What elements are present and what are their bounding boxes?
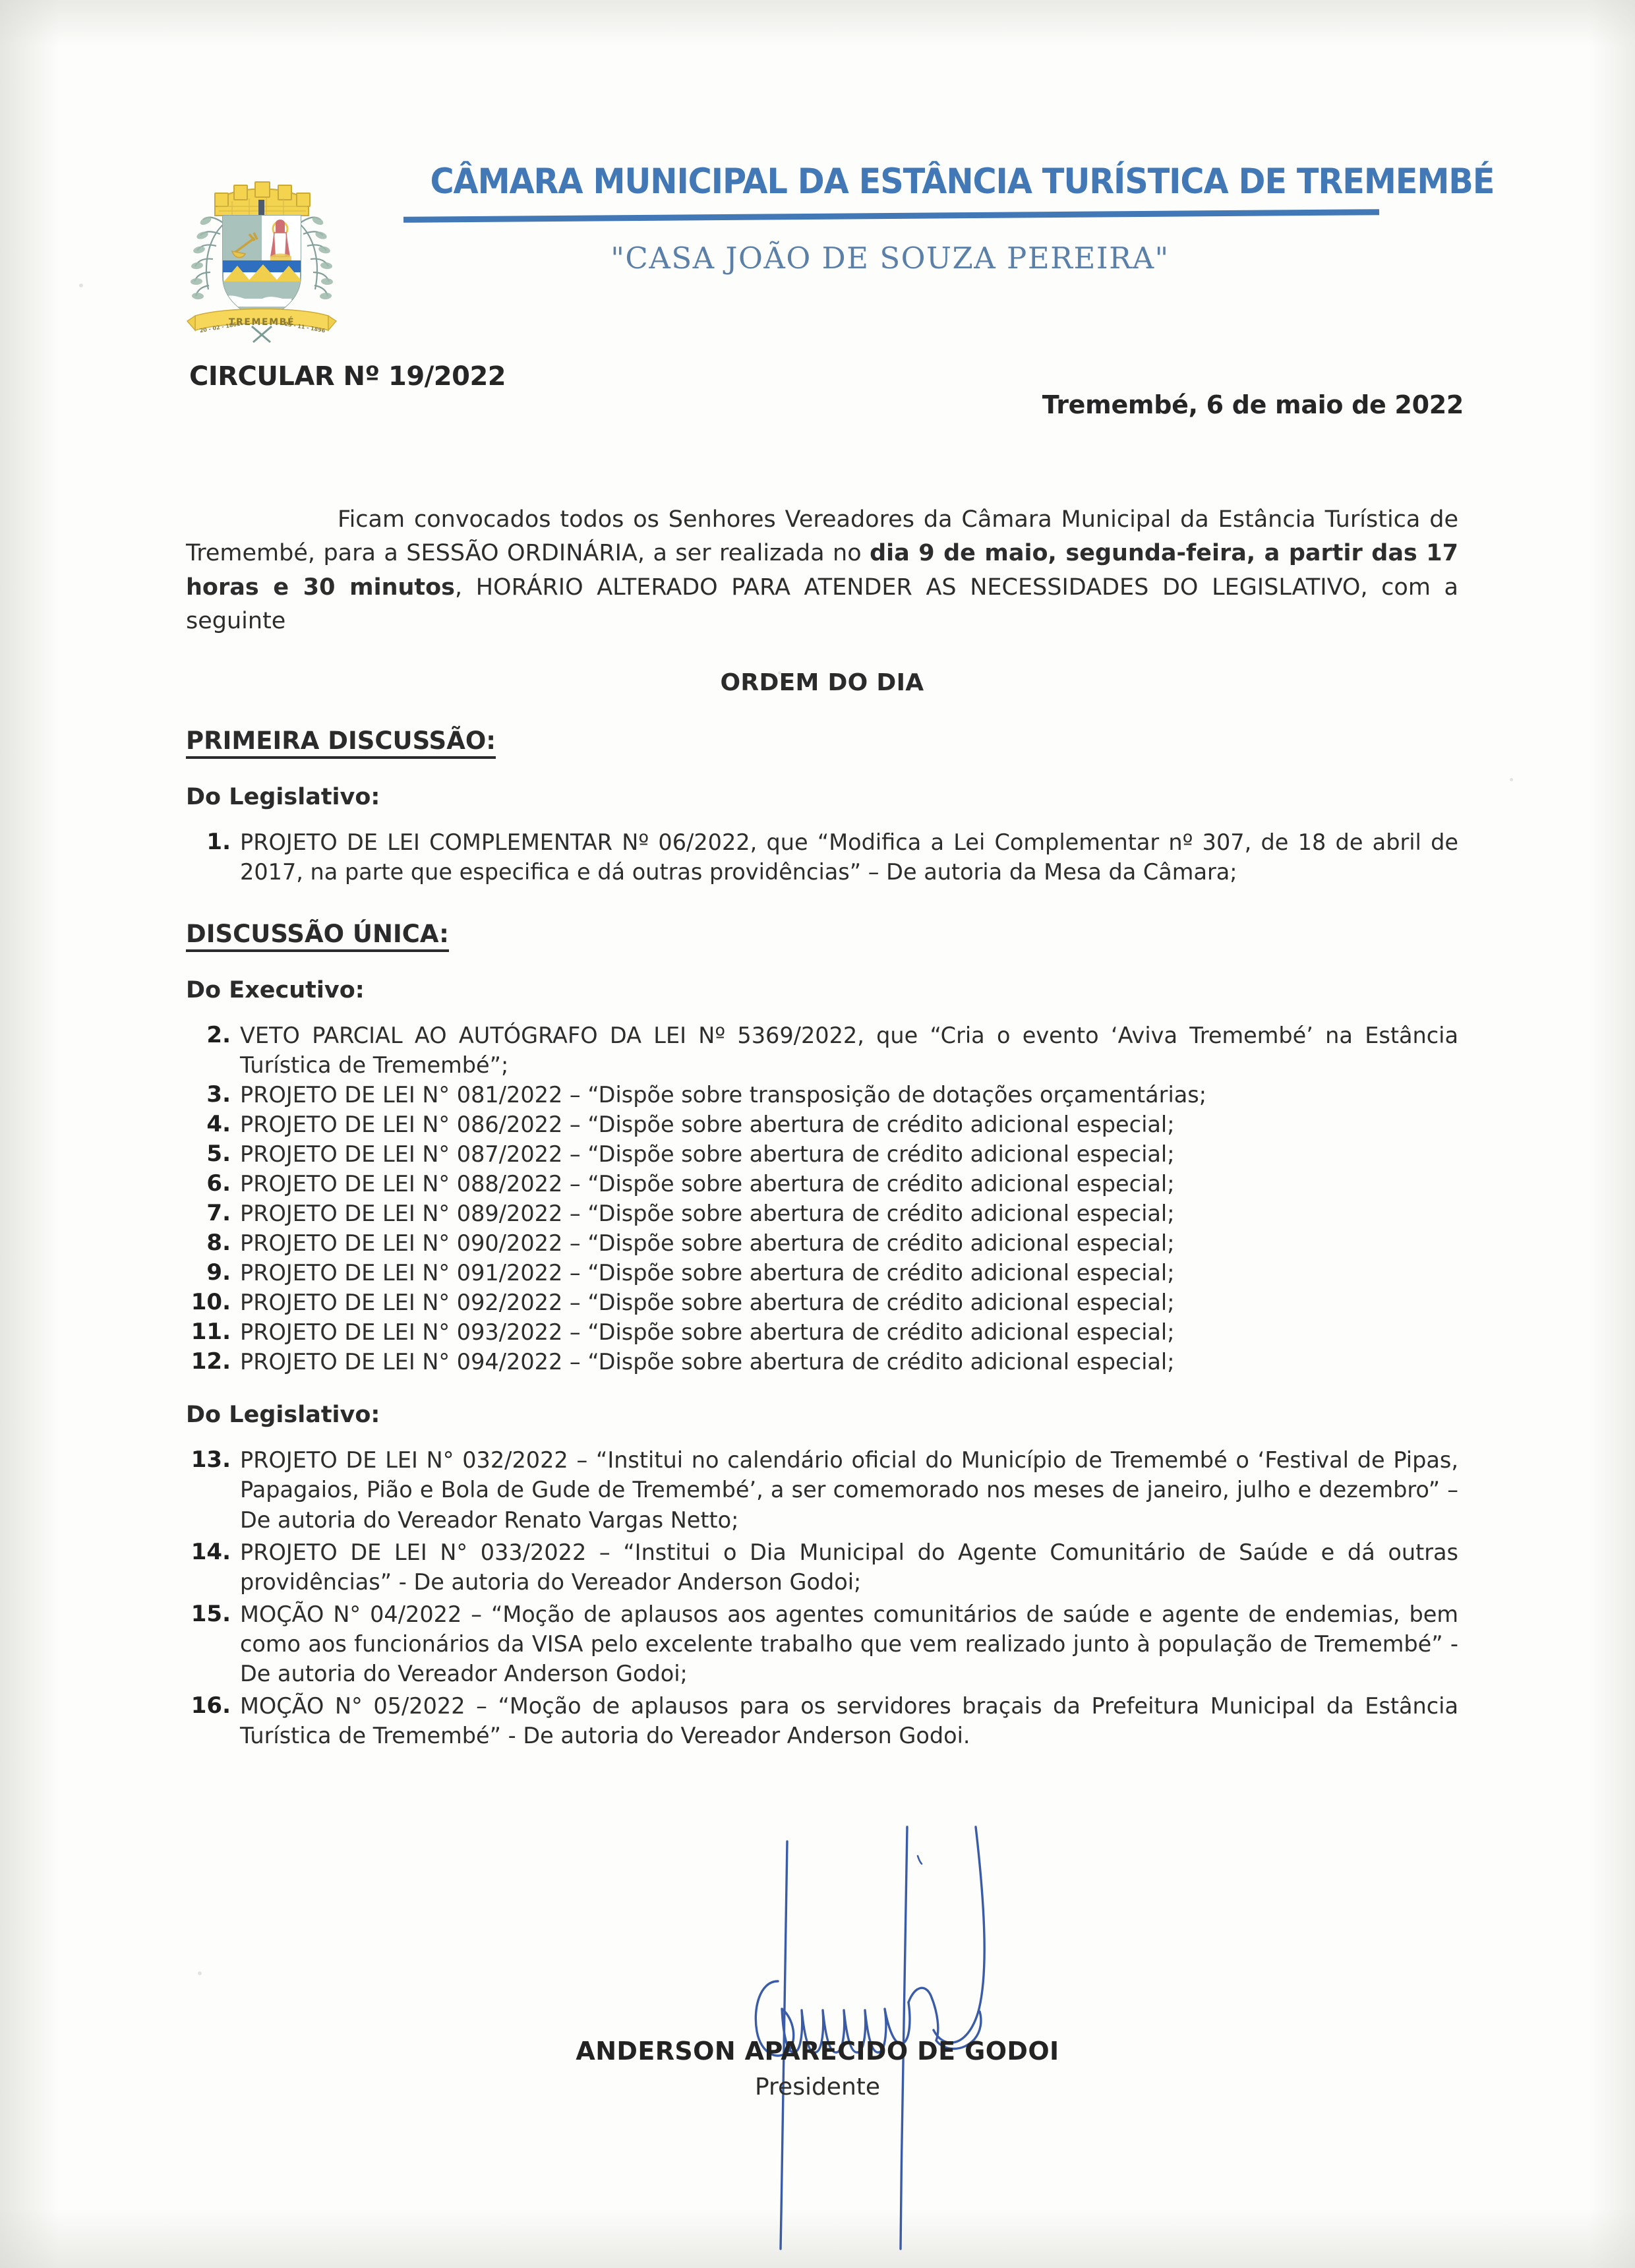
section-subheading: Do Executivo:	[186, 976, 365, 1003]
scan-speck	[1510, 778, 1513, 781]
agenda-item	[186, 1599, 1458, 1688]
agenda-item	[186, 1228, 1458, 1258]
signature-block	[0, 1882, 1635, 2146]
agenda-item-number: 4.	[206, 1110, 231, 1137]
agenda-item-text: PROJETO DE LEI N° 033/2022 – “Institui o Dia Municipal do Agente Comunitário de Saúde e dá outras providências” - De autoria do Vereador Anderson Godoi;	[240, 1539, 1458, 1595]
document-header	[0, 148, 1635, 366]
section-subheading: Do Legislativo:	[186, 1402, 380, 1429]
agenda-item-text: PROJETO DE LEI N° 091/2022 – “Dispõe sobre abertura de crédito adicional especial;	[240, 1260, 1175, 1286]
agenda-item	[186, 1169, 1458, 1199]
agenda-item	[186, 1445, 1458, 1534]
agenda-item-text: PROJETO DE LEI N° 092/2022 – “Dispõe sobre abertura de crédito adicional especial;	[240, 1290, 1175, 1316]
agenda-item-text: PROJETO DE LEI N° 032/2022 – “Institui no calendário oficial do Município de Tremembé o ‘Festival de Pipas, Papagaios, Pião e Bola de Gude de Tremembé’, a ser comemorado nos meses de janeiro, julho e dezembro” – De autoria do Vereador Renato Vargas Netto;	[240, 1447, 1458, 1533]
section-heading: DISCUSSÃO ÚNICA:	[186, 920, 449, 952]
agenda-item-text: PROJETO DE LEI N° 086/2022 – “Dispõe sobre abertura de crédito adicional especial;	[240, 1111, 1175, 1137]
agenda-item-number: 5.	[206, 1141, 231, 1168]
agenda-item-number: 7.	[206, 1200, 231, 1227]
agenda-item-list	[186, 1021, 1458, 1377]
svg-text:20 - 02 - 1861: 20 - 02 - 1861	[199, 320, 241, 334]
circular-number: CIRCULAR Nº 19/2022	[189, 361, 506, 392]
organization-title: CÂMARA MUNICIPAL DA ESTÂNCIA TURÍSTICA DE TREMEMBÉ	[430, 162, 1495, 202]
agenda-item-text: PROJETO DE LEI N° 089/2022 – “Dispõe sobre abertura de crédito adicional especial;	[240, 1201, 1175, 1227]
agenda-item-number: 6.	[206, 1170, 231, 1197]
signatory-role: Presidente	[754, 2074, 881, 2101]
agenda-item	[186, 1110, 1458, 1139]
agenda-item-number: 3.	[206, 1081, 231, 1108]
agenda-item-number: 16.	[191, 1692, 231, 1719]
section-primeira-discussao	[186, 696, 1458, 887]
agenda-item-text: VETO PARCIAL AO AUTÓGRAFO DA LEI Nº 5369/2022, que “Cria o evento ‘Aviva Tremembé’ na Estância Turística de Tremembé”;	[240, 1022, 1458, 1078]
agenda-item	[186, 1199, 1458, 1228]
section-subheading: Do Legislativo:	[186, 783, 380, 810]
agenda-item-list	[186, 827, 1458, 887]
handwritten-signature-icon	[646, 1764, 1108, 2252]
agenda-item	[186, 827, 1458, 887]
agenda-item-number: 2.	[206, 1021, 231, 1048]
agenda-item-text: PROJETO DE LEI N° 088/2022 – “Dispõe sobre abertura de crédito adicional especial;	[240, 1171, 1175, 1197]
agenda-item-text: PROJETO DE LEI N° 094/2022 – “Dispõe sobre abertura de crédito adicional especial;	[240, 1349, 1175, 1375]
agenda-item-number: 11.	[191, 1319, 231, 1346]
scan-edge-top	[0, 0, 1635, 46]
section-legislativo-2	[186, 1402, 1458, 1750]
organization-subtitle: "CASA JOÃO DE SOUZA PEREIRA"	[610, 241, 1170, 276]
agenda-item-text: PROJETO DE LEI N° 081/2022 – “Dispõe sobre transposição de dotações orçamentárias;	[240, 1081, 1207, 1108]
agenda-item	[186, 1021, 1458, 1080]
agenda-item-number: 10.	[191, 1289, 231, 1316]
agenda-item	[186, 1080, 1458, 1110]
agenda-item-number: 8.	[206, 1230, 231, 1257]
agenda-item-text: MOÇÃO N° 05/2022 – “Moção de aplausos para os servidores braçais da Prefeitura Municipal da Estância Turística de Tremembé” - De autoria do Vereador Anderson Godoi.	[240, 1692, 1458, 1748]
agenda-item-text: PROJETO DE LEI COMPLEMENTAR Nº 06/2022, que “Modifica a Lei Complementar nº 307, de 18 de abril de 2017, na parte que especifica e dá outras providências” – De autoria da Mesa da Câmara;	[240, 829, 1458, 885]
agenda-item	[186, 1258, 1458, 1288]
agenda-item	[186, 1317, 1458, 1347]
section-discussao-unica	[186, 889, 1458, 1377]
document-body	[186, 480, 1458, 1753]
header-rule	[403, 209, 1379, 223]
intro-paragraph	[186, 503, 1458, 639]
section-heading: PRIMEIRA DISCUSSÃO:	[186, 727, 496, 759]
agenda-item-number: 1.	[206, 828, 231, 855]
scan-edge-bottom	[0, 2209, 1635, 2268]
agenda-item-text: PROJETO DE LEI N° 093/2022 – “Dispõe sobre abertura de crédito adicional especial;	[240, 1319, 1175, 1346]
agenda-item-number: 12.	[191, 1348, 231, 1375]
svg-text:25 - 11 - 1896: 25 - 11 - 1896	[283, 320, 326, 334]
intro-part-2: , HORÁRIO ALTERADO PARA ATENDER AS NECESSIDADES DO LEGISLATIVO, com a seguinte	[186, 574, 1458, 635]
intro-part-1: Ficam convocados todos os Senhores Vereadores da Câmara Municipal da Estância Turística de Tremembé, para a SESSÃO ORDINÁRIA, a ser realizada no	[186, 506, 1458, 567]
agenda-item	[186, 1347, 1458, 1377]
svg-text:TREMEMBÉ: TREMEMBÉ	[228, 317, 295, 328]
signatory-name: ANDERSON APARECIDO DE GODOI	[576, 2037, 1059, 2066]
agenda-title: ORDEM DO DIA	[720, 669, 924, 696]
agenda-item-text: MOÇÃO N° 04/2022 – “Moção de aplausos aos agentes comunitários de saúde e agente de endemias, bem como aos funcionários da VISA pelo excelente trabalho que vem realizado junto à população de Tremembé” - De autoria do Vereador Anderson Godoi;	[240, 1601, 1458, 1686]
document-date: Tremembé, 6 de maio de 2022	[1042, 390, 1464, 419]
agenda-item-number: 13.	[191, 1447, 231, 1474]
agenda-item-text: PROJETO DE LEI N° 087/2022 – “Dispõe sobre abertura de crédito adicional especial;	[240, 1141, 1175, 1168]
agenda-item	[186, 1537, 1458, 1597]
agenda-item	[186, 1288, 1458, 1317]
agenda-item-number: 14.	[191, 1538, 231, 1565]
agenda-item	[186, 1139, 1458, 1169]
agenda-item-number: 15.	[191, 1600, 231, 1627]
agenda-item-number: 9.	[206, 1259, 231, 1286]
intro-bold-session-time: dia 9 de maio, segunda-feira, a partir das 17 horas e 30 minutos	[186, 540, 1458, 601]
agenda-item-text: PROJETO DE LEI N° 090/2022 – “Dispõe sobre abertura de crédito adicional especial;	[240, 1230, 1175, 1257]
coat-of-arms-crest	[186, 160, 338, 343]
agenda-item-list	[186, 1445, 1458, 1750]
agenda-item	[186, 1691, 1458, 1750]
